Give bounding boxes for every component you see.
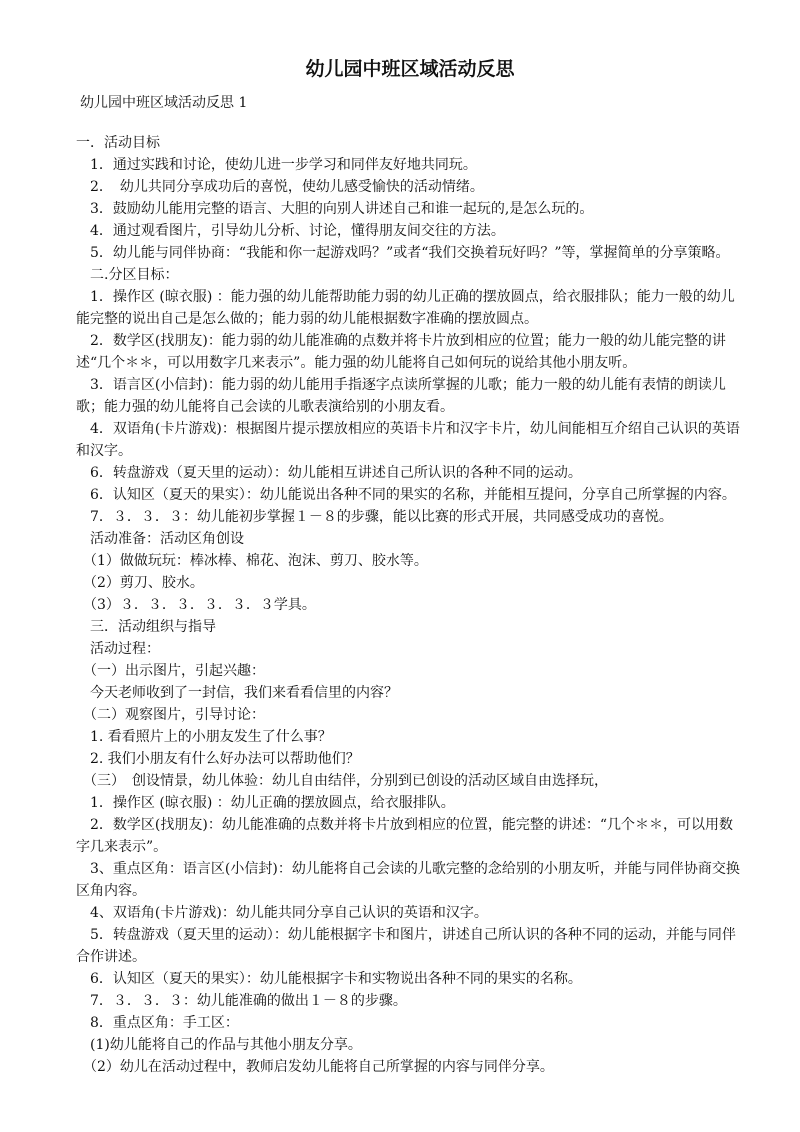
paragraph: 7．３．３．３：幼儿能初步掌握１－８的步骤，能以比赛的形式开展，共同感受成功的喜悦。 bbox=[76, 509, 673, 525]
paragraph: 2． 幼儿共同分享成功后的喜悦，使幼儿感受愉快的活动情绪。 bbox=[76, 179, 484, 195]
paragraph: （一）出示图片，引起兴趣： bbox=[76, 663, 265, 679]
paragraph: 1．操作区 (晾衣服) ：幼儿正确的摆放圆点，给衣服排队。 bbox=[76, 795, 455, 811]
paragraph: 2．数学区(找朋友)：能力弱的幼儿能准确的点数并将卡片放到相应的位置；能力一般的幼儿能完整的讲述“几个＊＊，可以用数字几来表示”。能力强的幼儿能将自己如何玩的说给其他小朋友听。 bbox=[76, 333, 726, 371]
paragraph: 1. 看看照片上的小朋友发生了什么事？ bbox=[76, 729, 332, 745]
paragraph: （三） 创设情景，幼儿体验：幼儿自由结伴，分别到已创设的活动区域自由选择玩， bbox=[76, 773, 608, 789]
paragraph: 5．转盘游戏（夏天里的运动）：幼儿能根据字卡和图片，讲述自己所认识的各种不同的运动，并能与同伴合作讲述。 bbox=[76, 927, 736, 965]
paragraph: 6．转盘游戏（夏天里的运动）：幼儿能相互讲述自己所认识的各种不同的运动。 bbox=[76, 465, 582, 481]
document-body bbox=[76, 132, 744, 1078]
paragraph: (1)幼儿能将自己的作品与其他小朋友分享。 bbox=[76, 1037, 362, 1053]
document-subtitle: 幼儿园中班区域活动反思 1 bbox=[80, 95, 248, 111]
paragraph: 一．活动目标 bbox=[76, 135, 160, 151]
paragraph: 6．认知区（夏天的果实）：幼儿能根据字卡和实物说出各种不同的果实的名称。 bbox=[76, 971, 582, 987]
paragraph: 8．重点区角：手工区： bbox=[76, 1015, 239, 1031]
paragraph: （1）做做玩玩：棒冰棒、棉花、泡沫、剪刀、胶水等。 bbox=[76, 553, 428, 569]
paragraph: 2．数学区(找朋友)：幼儿能准确的点数并将卡片放到相应的位置，能完整的讲述：“几个＊＊，可以用数字几来表示”。 bbox=[76, 817, 733, 855]
paragraph: 三．活动组织与指导 bbox=[76, 619, 216, 635]
paragraph: 1．操作区 (晾衣服) ：能力强的幼儿能帮助能力弱的幼儿正确的摆放圆点，给衣服排队；能力一般的幼儿能完整的说出自己是怎么做的；能力弱的幼儿能根据数字准确的摆放圆点。 bbox=[76, 289, 735, 327]
paragraph: 3．鼓励幼儿能用完整的语言、大胆的向别人讲述自己和谁一起玩的,是怎么玩的。 bbox=[76, 201, 594, 217]
paragraph: 6．认知区（夏天的果实）：幼儿能说出各种不同的果实的名称，并能相互提问，分享自己所掌握的内容。 bbox=[76, 487, 736, 503]
paragraph: （3）３．３．３．３．３．３学具。 bbox=[76, 597, 316, 613]
paragraph: 今天老师收到了一封信，我们来看看信里的内容？ bbox=[76, 685, 398, 701]
paragraph: 4．通过观看图片，引导幼儿分析、讨论，懂得朋友间交往的方法。 bbox=[76, 223, 505, 239]
paragraph: 7．３．３．３：幼儿能准确的做出１－８的步骤。 bbox=[76, 993, 407, 1009]
paragraph: （2）剪刀、胶水。 bbox=[76, 575, 204, 591]
paragraph: 二.分区目标： bbox=[76, 267, 179, 283]
paragraph: 3．语言区(小信封)：能力弱的幼儿能用手指逐字点读所掌握的儿歌；能力一般的幼儿能有表情的朗读儿歌；能力强的幼儿能将自己会读的儿歌表演给别的小朋友看。 bbox=[76, 377, 726, 415]
paragraph: （二）观察图片，引导讨论： bbox=[76, 707, 265, 723]
paragraph: 活动准备：活动区角创设 bbox=[76, 531, 244, 547]
paragraph: 1．通过实践和讨论，使幼儿进一步学习和同伴友好地共同玩。 bbox=[76, 157, 477, 173]
paragraph: 4．双语角(卡片游戏)：根据图片提示摆放相应的英语卡片和汉字卡片，幼儿间能相互介绍自己认识的英语和汉字。 bbox=[76, 421, 740, 459]
paragraph: 5．幼儿能与同伴协商：“我能和你一起游戏吗？”或者“我们交换着玩好吗？”等，掌握简单的分享策略。 bbox=[76, 245, 730, 261]
document-title: 幼儿园中班区域活动反思 bbox=[305, 58, 515, 80]
paragraph: 3、重点区角：语言区(小信封)：幼儿能将自己会读的儿歌完整的念给别的小朋友听，并能与同伴协商交换区角内容。 bbox=[76, 861, 740, 899]
paragraph: 2. 我们小朋友有什么好办法可以帮助他们？ bbox=[76, 751, 360, 767]
paragraph: 4、双语角(卡片游戏)：幼儿能共同分享自己认识的英语和汉字。 bbox=[76, 905, 488, 921]
paragraph: 活动过程： bbox=[76, 641, 160, 657]
paragraph: （2）幼儿在活动过程中，教师启发幼儿能将自己所掌握的内容与同伴分享。 bbox=[76, 1059, 554, 1075]
